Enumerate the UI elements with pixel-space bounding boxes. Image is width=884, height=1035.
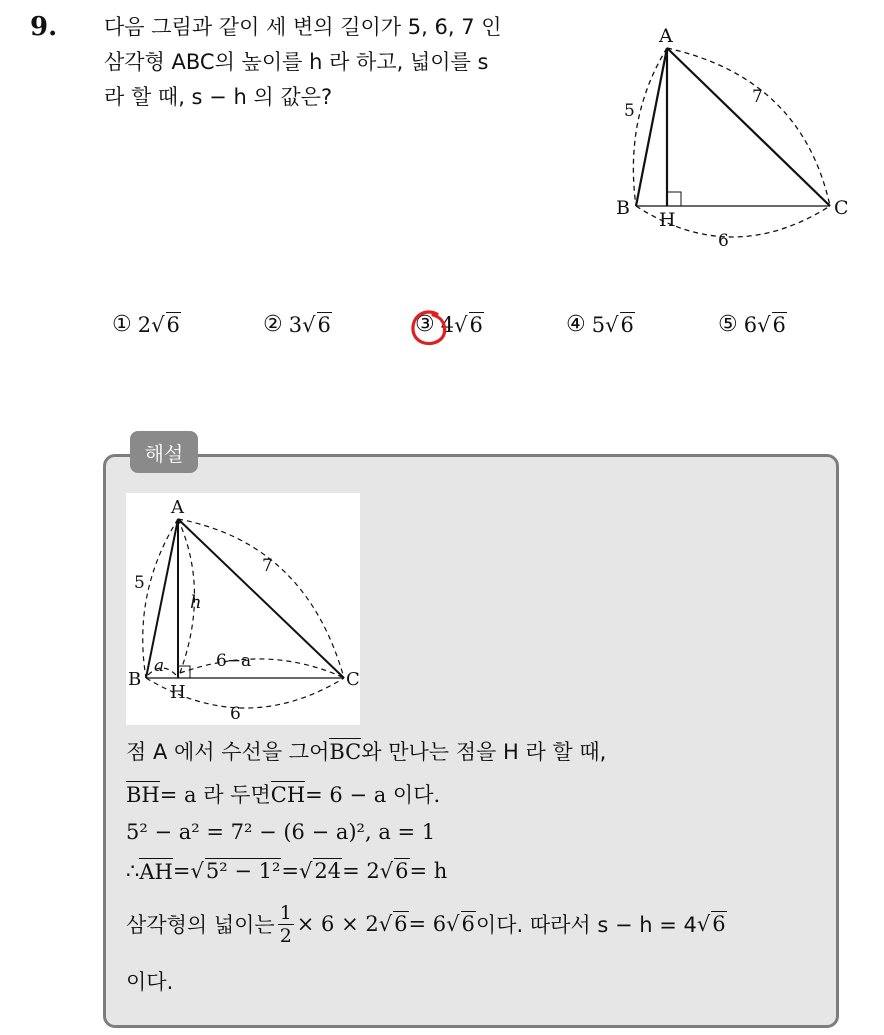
solution-line-6: 이다. — [126, 970, 174, 994]
label-c: C — [346, 669, 360, 690]
question-number: 9. — [30, 12, 58, 42]
label-side-ac: 7 — [262, 556, 273, 576]
choice-5[interactable] — [718, 312, 787, 337]
choice-value: 4√6 — [440, 312, 483, 337]
question-line-2: 삼각형 ABC의 높이를 h 라 하고, 넓이를 s — [104, 50, 489, 74]
solution-line-1: 점 A 에서 수선을 그어 BC 와 만나는 점을 H 라 할 때, — [126, 740, 607, 764]
choice-value: 2√6 — [137, 312, 180, 337]
sqrt-symbol: √6 — [378, 912, 408, 936]
sqrt-symbol: √24 — [298, 859, 342, 883]
sqrt-symbol: √6 — [605, 312, 634, 337]
sqrt-symbol: √6 — [151, 312, 180, 337]
label-a: A — [659, 25, 673, 47]
side-ab — [636, 48, 667, 206]
choice-number: ③ — [415, 312, 435, 337]
sqrt-symbol: √6 — [446, 912, 475, 936]
question-text — [104, 10, 594, 115]
solution-triangle-figure — [126, 493, 360, 725]
fraction: $\frac{1}{2}$ — [279, 901, 292, 947]
sqrt-symbol: √6 — [302, 312, 331, 337]
label-height: h — [190, 592, 202, 613]
solution-line-5: 삼각형의 넓이는 $\frac{1}{2}$ × 6 × 2 √6 = 6 √6 이다. 따라서 s − h = 4 √6 — [126, 901, 726, 947]
label-side-ab: 5 — [624, 101, 635, 121]
choice-3[interactable] — [415, 312, 484, 337]
choice-number: ① — [112, 312, 132, 337]
label-b: B — [616, 197, 630, 219]
label-h: H — [170, 682, 186, 703]
choice-number: ④ — [566, 312, 586, 337]
answer-choices — [0, 312, 884, 352]
sqrt-symbol: √6 — [696, 912, 726, 936]
selected-circle-mark-icon — [407, 306, 451, 350]
label-side-bc: 6 — [718, 231, 729, 251]
choice-value: 6√6 — [743, 312, 786, 337]
sqrt-symbol: √5² − 1² — [190, 859, 281, 883]
question-line-1: 다음 그림과 같이 세 변의 길이가 5, 6, 7 인 — [104, 15, 502, 39]
label-side-ac: 7 — [752, 87, 763, 107]
question-triangle-figure — [612, 18, 862, 258]
label-h: H — [659, 209, 676, 231]
label-b: B — [128, 669, 142, 690]
label-bh: a — [154, 656, 165, 676]
choice-1[interactable] — [112, 312, 181, 337]
solution-line-3: 5² − a² = 7² − (6 − a)², a = 1 — [126, 820, 436, 844]
choice-number: ⑤ — [718, 312, 738, 337]
solution-line-2: BH = a 라 두면 CH = 6 − a 이다. — [126, 783, 441, 807]
label-a: A — [171, 497, 184, 518]
sqrt-symbol: √6 — [454, 312, 483, 337]
label-side-bc: 6 — [230, 704, 241, 724]
sqrt-symbol: √6 — [379, 859, 409, 883]
choice-number: ② — [263, 312, 283, 337]
label-hc: 6−a — [216, 651, 252, 671]
arc-hc — [180, 659, 342, 677]
side-ac — [667, 48, 830, 206]
choice-2[interactable] — [263, 312, 332, 337]
choice-value: 5√6 — [591, 312, 634, 337]
sqrt-symbol: √6 — [757, 312, 786, 337]
question-line-3: 라 할 때, s − h 의 값은? — [104, 85, 333, 109]
label-side-ab: 5 — [134, 573, 145, 593]
solution-tag: 해설 — [130, 431, 198, 473]
label-c: C — [834, 197, 849, 219]
choice-value: 3√6 — [288, 312, 331, 337]
choice-4[interactable] — [566, 312, 635, 337]
solution-line-4: ∴ AH = √5² − 1² = √24 = 2 √6 = h — [126, 859, 448, 884]
